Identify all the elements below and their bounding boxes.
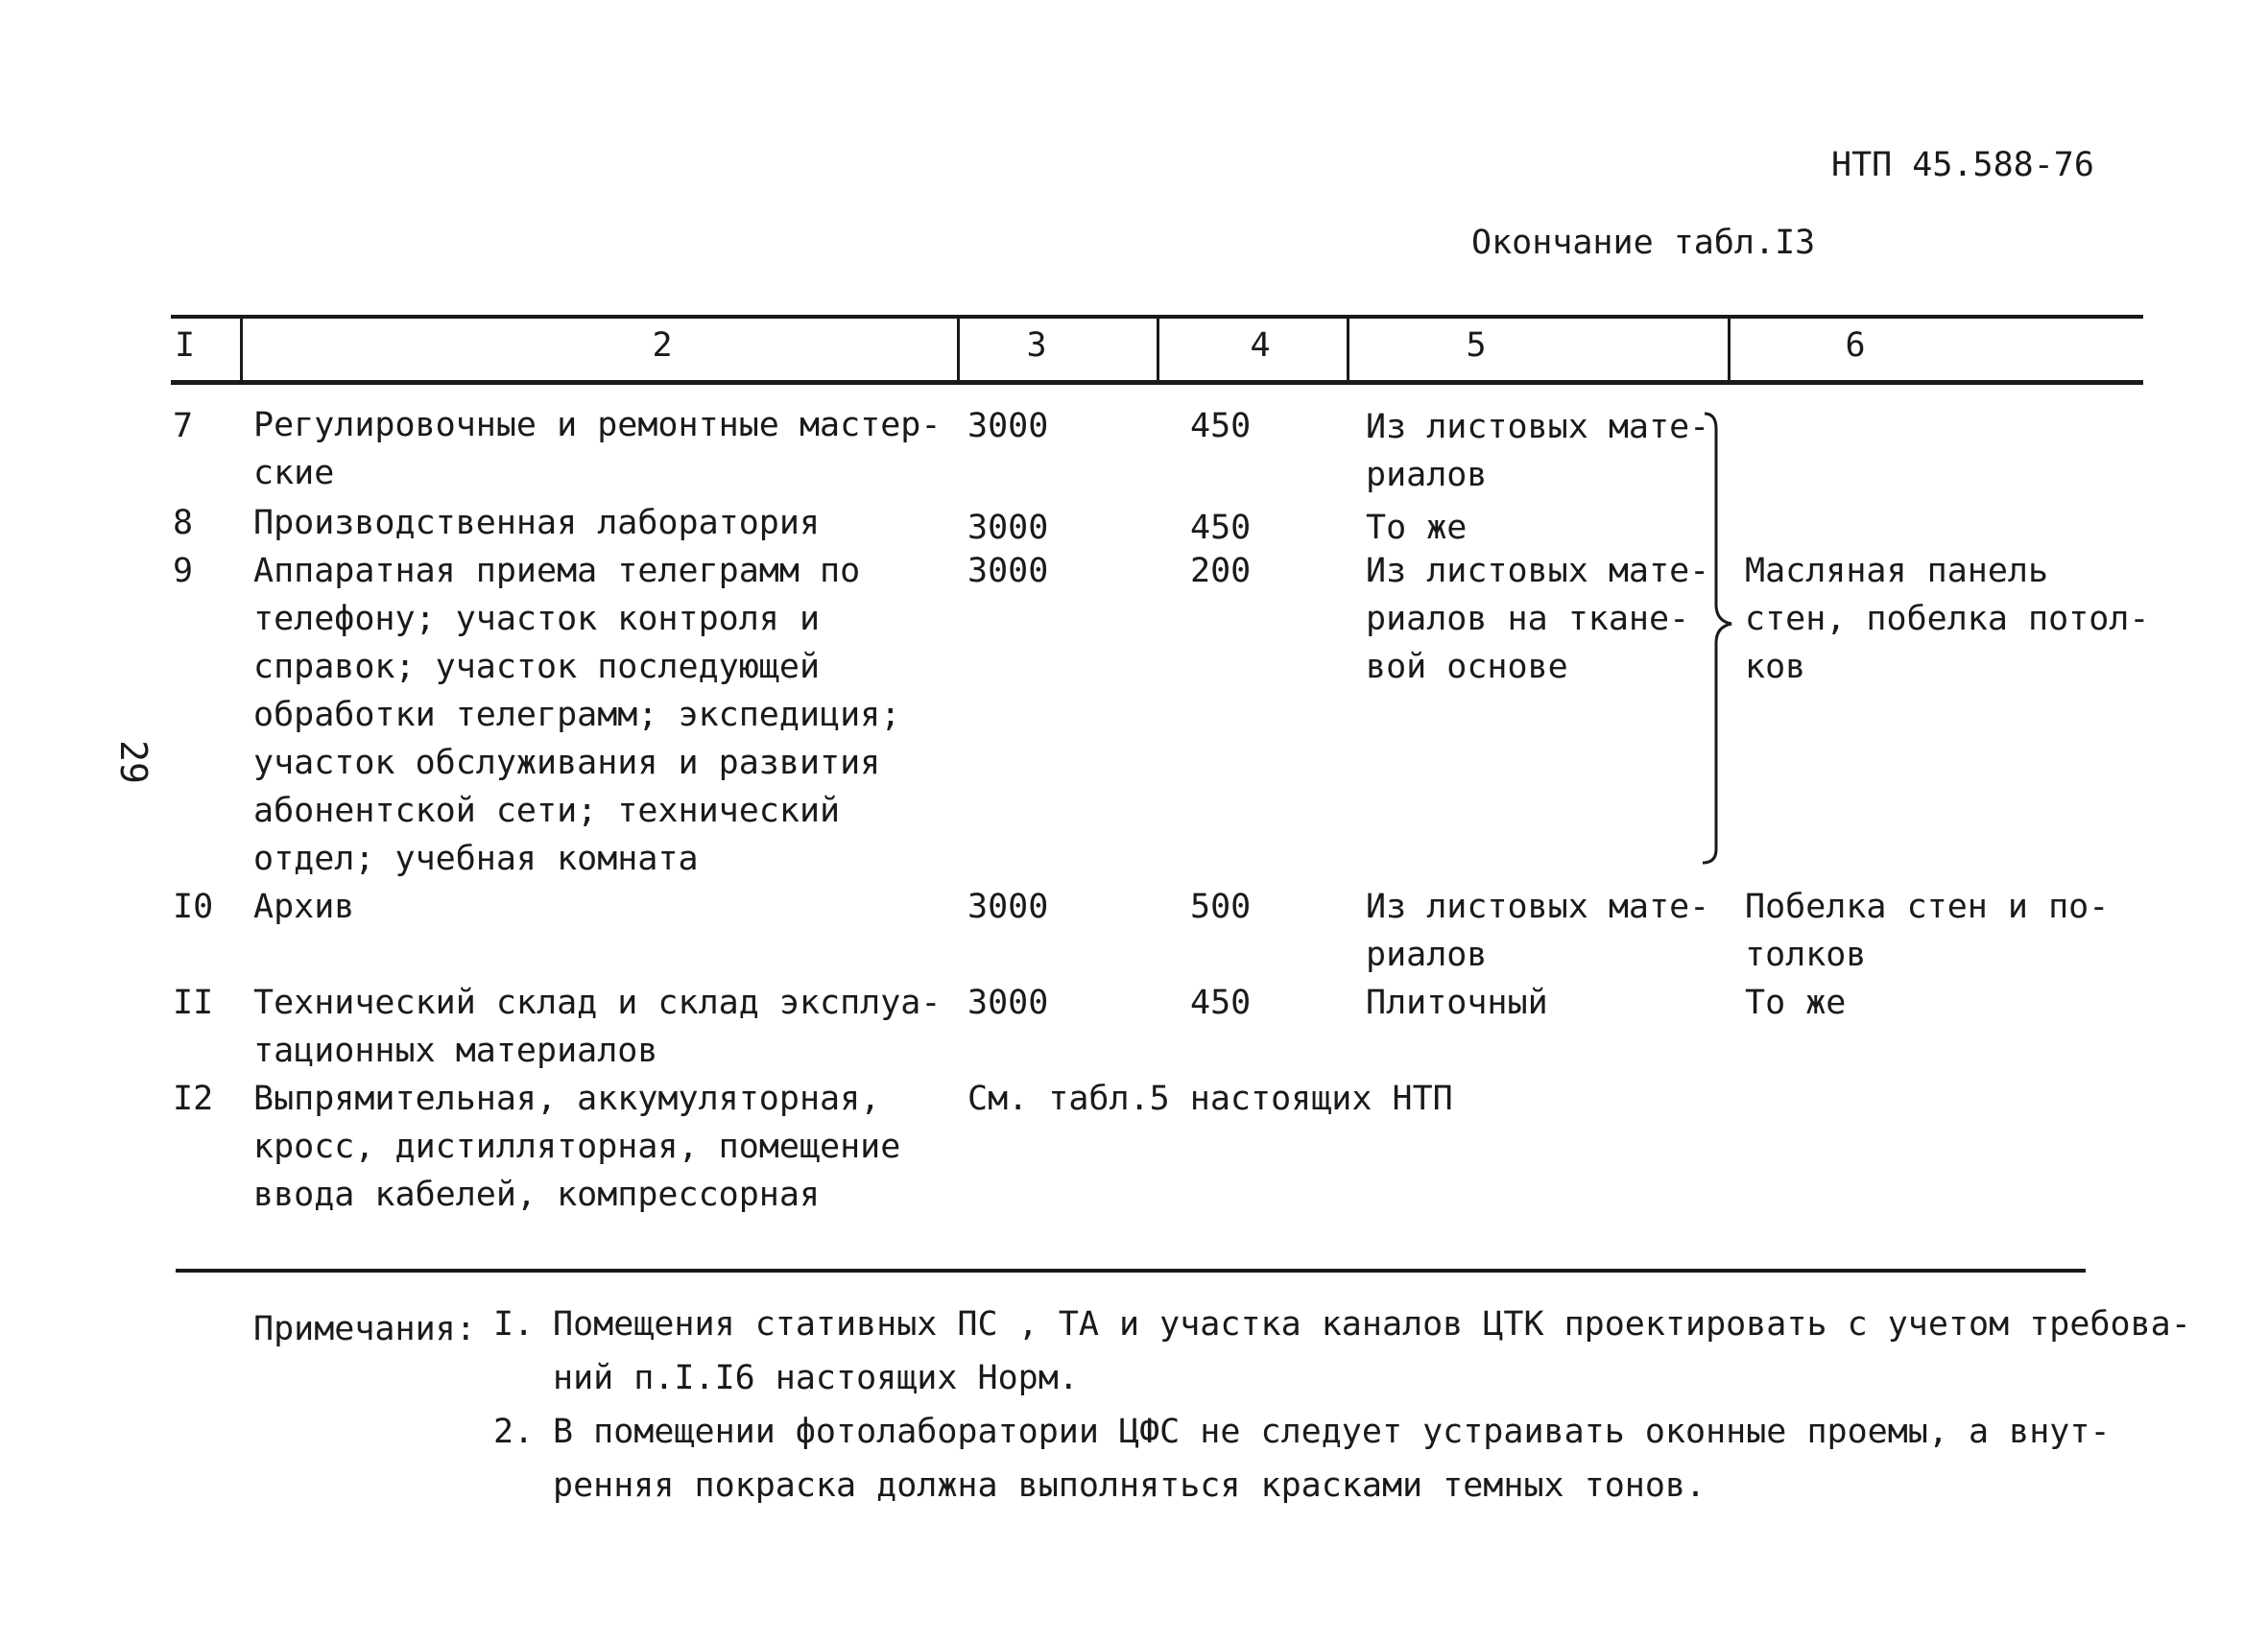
row-9-room: Аппаратная приема телеграмм по телефону; участок контроля и справок; участок последующей обработки телеграмм; экспедиция; участок обслуживания и развития абонентской сети; технический отдел; учебная комната [253,552,901,878]
grouping-brace [1689,408,1747,869]
row-7-number: 7 [173,407,194,445]
header-divider [1347,317,1349,382]
row-10-col4: 500 [1190,888,1252,926]
row-10-number: I0 [173,888,214,926]
row-8-col4: 450 [1190,509,1252,547]
header-divider [957,317,960,382]
row-11-col5: Плиточный [1366,984,1548,1022]
note-1-number: I. [493,1305,535,1344]
row-8-col5: То же [1366,509,1468,547]
row-9-col5: Из листовых мате- риалов на ткане- вой основе [1366,552,1710,686]
notes-label: Примечания: [253,1310,476,1348]
row-9-number: 9 [173,552,194,590]
column-header-4: 4 [1250,326,1271,365]
row-11-col3: 3000 [967,984,1049,1022]
row-7-room: Регулировочные и ремонтные мастер- ские [253,406,942,492]
column-header-2: 2 [652,326,673,365]
row-8-number: 8 [173,504,194,542]
note-1-text: Помещения стативных ПС , ТА и участка каналов ЦТК проектировать с учетом требова- ний п.I.I6 настоящих Норм. [553,1305,2191,1397]
header-divider [1728,317,1731,382]
row-8-room: Производственная лаборатория [253,504,821,542]
row-9-col4: 200 [1190,552,1252,590]
document-code: НТП 45.588-76 [1831,146,2094,184]
row-9-col3: 3000 [967,552,1049,590]
column-header-5: 5 [1466,326,1487,365]
row-11-col4: 450 [1190,984,1252,1022]
row-12-reference: См. табл.5 настоящих НТП [967,1080,1453,1118]
row-11-room: Технический склад и склад эксплуа- тационных материалов [253,984,942,1070]
header-divider [240,317,243,382]
row-10-col6: Побелка стен и по- толков [1745,888,2110,974]
page-number: 29 [111,740,155,784]
row-11-col6: То же [1745,984,1847,1022]
row-7-col3: 3000 [967,407,1049,445]
column-header-3: 3 [1026,326,1047,365]
row-10-col3: 3000 [967,888,1049,926]
row-9-col6: Масляная панель стен, побелка потол- ков [1745,552,2150,686]
row-8-col3: 3000 [967,509,1049,547]
row-7-col4: 450 [1190,407,1252,445]
column-header-6: 6 [1845,326,1866,365]
header-divider [1157,317,1159,382]
note-2-text: В помещении фотолаборатории ЦФС не следует устраивать оконные проемы, а внут- ренняя покраска должна выполняться красками темных тонов. [553,1413,2111,1505]
row-10-col5: Из листовых мате- риалов [1366,888,1710,974]
row-12-number: I2 [173,1080,214,1118]
column-header-1: I [175,326,196,365]
row-10-room: Архив [253,888,355,926]
row-12-room: Выпрямительная, аккумуляторная, кросс, дистилляторная, помещение ввода кабелей, компрессорная [253,1080,901,1214]
row-7-col5: Из листовых мате- риалов [1366,408,1710,494]
row-11-number: II [173,984,214,1022]
note-2-number: 2. [493,1413,535,1451]
table-caption: Окончание табл.I3 [1471,224,1816,262]
table-bottom-rule [176,1269,2086,1273]
